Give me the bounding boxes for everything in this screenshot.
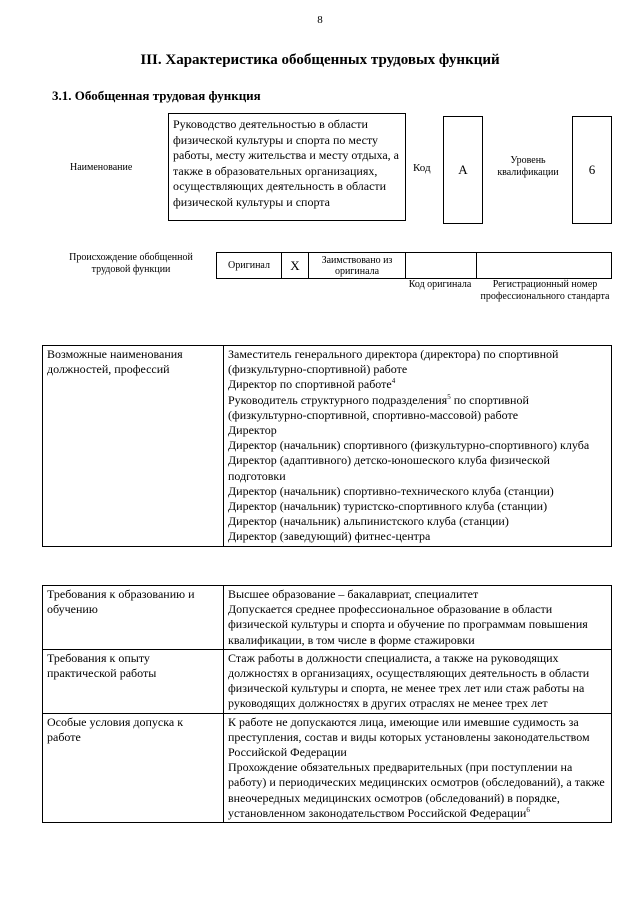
footnote-4: 4 bbox=[391, 377, 396, 386]
function-name-box: Руководство деятельностью в области физической культуры и спорта по месту работы, месту жительства и месту отдыха, а также в образовательных организациях, осуществляющих деятельность в области физической культуры и спорта bbox=[168, 113, 406, 221]
admission-line: К работе не допускаются лица, имеющие или имевшие судимость за преступления, состав и виды которых установлены законодательством Российской Федерации bbox=[228, 714, 590, 760]
position-item: Директор (адаптивного) детско-юношеского клуба физической подготовки bbox=[228, 453, 550, 483]
education-line: Допускается среднее профессиональное образование в области физической культуры и спорта и обучение по программам повышения квалификации, в том числе в форме стажировки bbox=[228, 602, 588, 647]
experience-label: Требования к опыту практической работы bbox=[43, 649, 224, 713]
positions-table bbox=[42, 345, 612, 547]
original-mark: X bbox=[282, 253, 309, 279]
position-item: Директор bbox=[228, 423, 277, 438]
positions-label: Возможные наименования должностей, профессий bbox=[43, 346, 224, 547]
original-label: Оригинал bbox=[217, 253, 282, 279]
education-label: Требования к образованию и обучению bbox=[43, 586, 224, 650]
position-item: Директор (начальник) альпинистского клуба (станции) bbox=[228, 514, 509, 529]
admission-content bbox=[224, 713, 612, 822]
position-item: Руководитель структурного подразделения$^5$ по спортивной (физкультурно-спортивной, спортивно-массовой) работе bbox=[228, 392, 529, 422]
reg-number-caption: Регистрационный номер профессионального стандарта bbox=[480, 279, 610, 302]
position-item: Директор (начальник) спортивно-технического клуба (станции) bbox=[228, 483, 554, 498]
footnote-6: 6 bbox=[526, 805, 530, 814]
position-item: Директор (начальник) туристско-спортивного клуба (станции) bbox=[228, 499, 548, 514]
positions-list bbox=[224, 346, 612, 547]
level-label: Уровень квалификации bbox=[497, 155, 559, 178]
origin-label: Происхождение обобщенной трудовой функции bbox=[69, 252, 193, 275]
requirements-table bbox=[42, 585, 612, 823]
page-number: 8 bbox=[317, 14, 323, 26]
level-value-box: 6 bbox=[572, 116, 612, 224]
position-item: Директор по спортивной работе$^4$ bbox=[228, 377, 396, 392]
education-content bbox=[224, 586, 612, 650]
code-value-box: А bbox=[443, 116, 483, 224]
code-original-cell bbox=[406, 253, 477, 279]
education-line: Высшее образование – бакалавриат, специалитет bbox=[228, 587, 479, 601]
code-original-caption: Код оригинала bbox=[408, 279, 472, 290]
position-item: Директор (начальник) спортивного (физкультурно-спортивного) клуба bbox=[228, 438, 590, 453]
admission-label: Особые условия допуска к работе bbox=[43, 713, 224, 822]
experience-content bbox=[224, 649, 612, 713]
code-label: Код bbox=[413, 162, 431, 174]
footnote-5: 5 bbox=[447, 392, 451, 401]
name-label: Наименование bbox=[70, 162, 133, 173]
origin-table bbox=[216, 252, 612, 279]
position-item: Директор (заведующий) фитнес-центра bbox=[228, 529, 431, 544]
admission-line: Прохождение обязательных предварительных (при поступлении на работу) и периодических медицинских осмотров (обследований), а также внеочередных медицинских осмотров (обследований) в порядке, установленном законодательством Российской Федерации$^6$ bbox=[228, 760, 605, 820]
section-title: III. Характеристика обобщенных трудовых функций bbox=[140, 52, 500, 68]
subsection-title: 3.1. Обобщенная трудовая функция bbox=[52, 88, 261, 103]
borrowed-label: Заимствовано из оригинала bbox=[309, 253, 406, 279]
experience-line: Стаж работы в должности специалиста, а также на руководящих должностях в организациях, осуществляющих деятельность в области физической культуры и спорта, не менее трех лет или стаж работы на руководящих должностях в других отраслях не менее трех лет bbox=[228, 650, 590, 711]
position-item: Заместитель генерального директора (директора) по спортивной (физкультурно-спортивной) работе bbox=[228, 347, 559, 377]
reg-number-cell bbox=[477, 253, 612, 279]
